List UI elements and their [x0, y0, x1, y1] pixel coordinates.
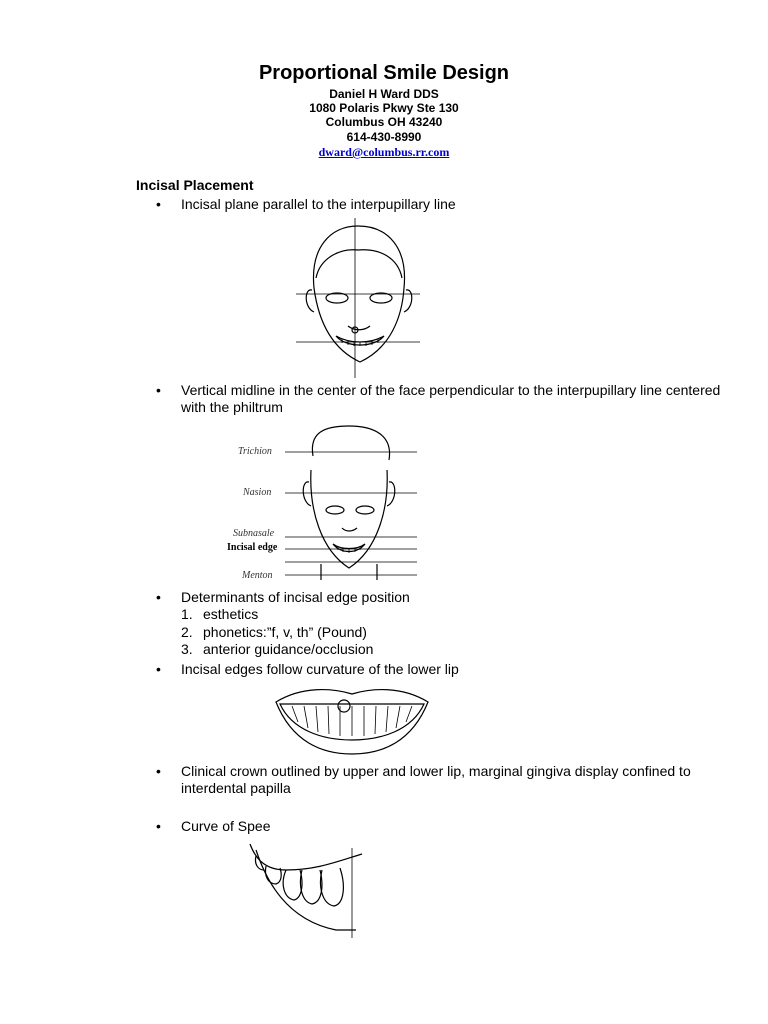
document-title: Proportional Smile Design — [258, 62, 510, 84]
author-name: Daniel H Ward DDS — [329, 87, 439, 101]
determinant-text: esthetics — [203, 606, 259, 622]
label-trichion: Trichion — [238, 446, 272, 457]
email-link[interactable]: dward@columbus.rr.com — [318, 145, 450, 159]
curve-of-spee-figure — [246, 840, 366, 940]
determinant-number: 1. — [181, 606, 193, 622]
bullet-text: Incisal edges follow curvature of the lower lip — [181, 661, 459, 677]
label-nasion: Nasion — [243, 487, 272, 498]
address-line-2: Columbus OH 43240 — [325, 115, 443, 129]
phone-number: 614-430-8990 — [346, 130, 422, 144]
bullet-text: Curve of Spee — [181, 818, 271, 834]
bullet-text: Incisal plane parallel to the interpupillary line — [181, 196, 456, 212]
bullet-text: Vertical midline in the center of the face perpendicular to the interpupillary line centered with the philtrum — [181, 382, 721, 415]
bullet-dot: • — [156, 818, 161, 834]
determinant-text: phonetics:”f, v, th” (Pound) — [203, 624, 367, 640]
face-interpupillary-figure — [290, 218, 430, 378]
bullet-dot: • — [156, 196, 161, 212]
section-heading: Incisal Placement — [136, 177, 254, 193]
facial-proportions-figure — [225, 420, 425, 585]
label-incisal-edge: Incisal edge — [227, 542, 278, 553]
bullet-dot: • — [156, 589, 161, 605]
address-line-1: 1080 Polaris Pkwy Ste 130 — [309, 101, 459, 115]
determinant-text: anterior guidance/occlusion — [203, 641, 374, 657]
label-subnasale: Subnasale — [233, 528, 275, 539]
bullet-text: Determinants of incisal edge position — [181, 589, 410, 605]
bullet-text: Clinical crown outlined by upper and lower lip, marginal gingiva display confined to interdental papilla — [181, 763, 691, 796]
determinant-number: 2. — [181, 624, 193, 640]
smile-lip-curvature-figure — [272, 684, 432, 756]
bullet-dot: • — [156, 661, 161, 677]
face-proportions-drawing — [225, 420, 425, 585]
bullet-dot: • — [156, 763, 161, 779]
label-menton: Menton — [242, 570, 273, 581]
determinant-number: 3. — [181, 641, 193, 657]
bullet-dot: • — [156, 382, 161, 398]
